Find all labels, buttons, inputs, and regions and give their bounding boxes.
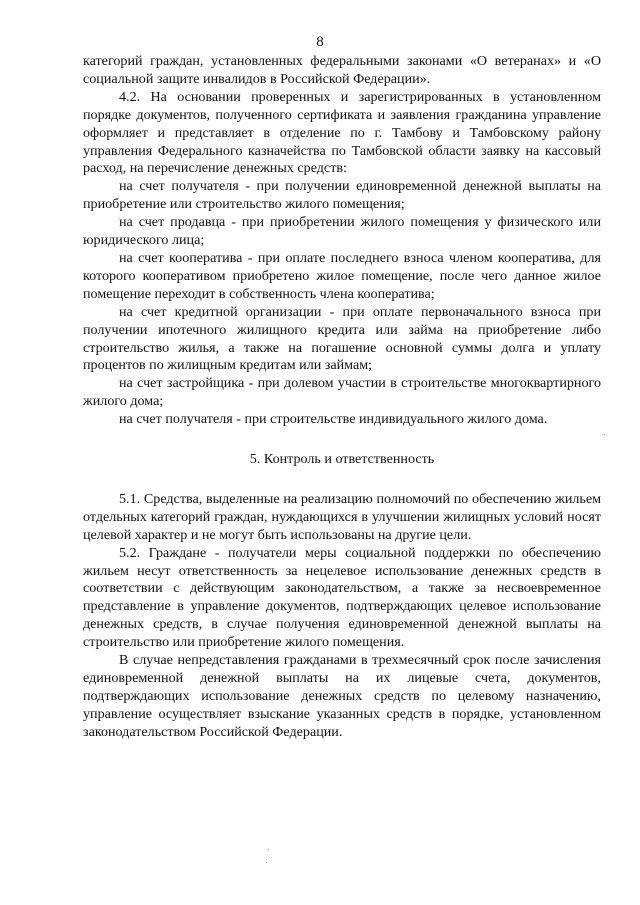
paragraph-4-2: 4.2. На основании проверенных и зарегистрированных в установленном порядке документов, полученного сертификата и заявления гражданина управление оформляет и представляет в отделение по г. Тамбову и Тамбовскому району управления Федерального казначейства по Тамбовской области заявку на кассовый расход, на перечисление денежных средств: [83,88,601,177]
paragraph-developer-account: на счет застройщика - при долевом участии в строительстве многоквартирного жилого дома; [83,375,601,410]
paragraph-seller-account: на счет продавца - при приобретении жилого помещения у физического или юридического лица; [83,214,601,249]
paragraph-5-1: 5.1. Средства, выделенные на реализацию полномочий по обеспечению жильем отдельных категорий граждан, нуждающихся в улучшении жилищных условий носят целевой характер и не могут быть использованы на другие цели. [83,490,601,543]
section-heading-control: 5. Контроль и ответственность [249,451,435,468]
paragraph-credit-organization-account: на счет кредитной организации - при оплате первоначального взноса при получении ипотечного жилищного кредита или займа на приобретение либо строительство жилья, а также на погашение основной суммы долга и уплату процентов по жилищным кредитам или займам; [83,303,601,374]
paragraph-continuation: категорий граждан, установленных федеральными законами «О ветеранах» и «О социальной защите инвалидов в Российской Федерации». [83,53,601,87]
paragraph-non-submission: В случае непредставления гражданами в трехмесячный срок после зачисления единовременной денежной выплаты на их лицевые счета, документов, подтверждающих использование денежных средств по целевому назначению, управление осуществляет взыскание указанных средств в порядке, установленном законодательством Российской Федерации. [83,652,601,740]
scan-speck [604,434,605,435]
scan-speck [268,849,269,850]
paragraph-cooperative-account: на счет кооператива - при оплате последнего взноса членом кооператива, для которого кооперативом приобретено жилое помещение, после чего данное жилое помещение переходит в собственность члена кооператива; [83,249,601,302]
page-number: 8 [316,34,324,50]
scan-speck [266,862,267,863]
paragraph-individual-house-account: на счет получателя - при строительстве индивидуального жилого дома. [119,411,548,428]
document-body [83,53,601,742]
paragraph-recipient-account: на счет получателя - при получении единовременной денежной выплаты на приобретение или строительство жилого помещения; [83,178,601,213]
paragraph-5-2: 5.2. Граждане - получатели меры социальной поддержки по обеспечению жильем несут ответственность за нецелевое использование денежных средств в соответствии с действующим законодательством, а также за несвоевременное представление в управление документов, подтверждающих целевое использование денежных средств, в случае получения единовременной денежной выплаты на строительство или приобретение жилого помещения. [83,544,601,651]
